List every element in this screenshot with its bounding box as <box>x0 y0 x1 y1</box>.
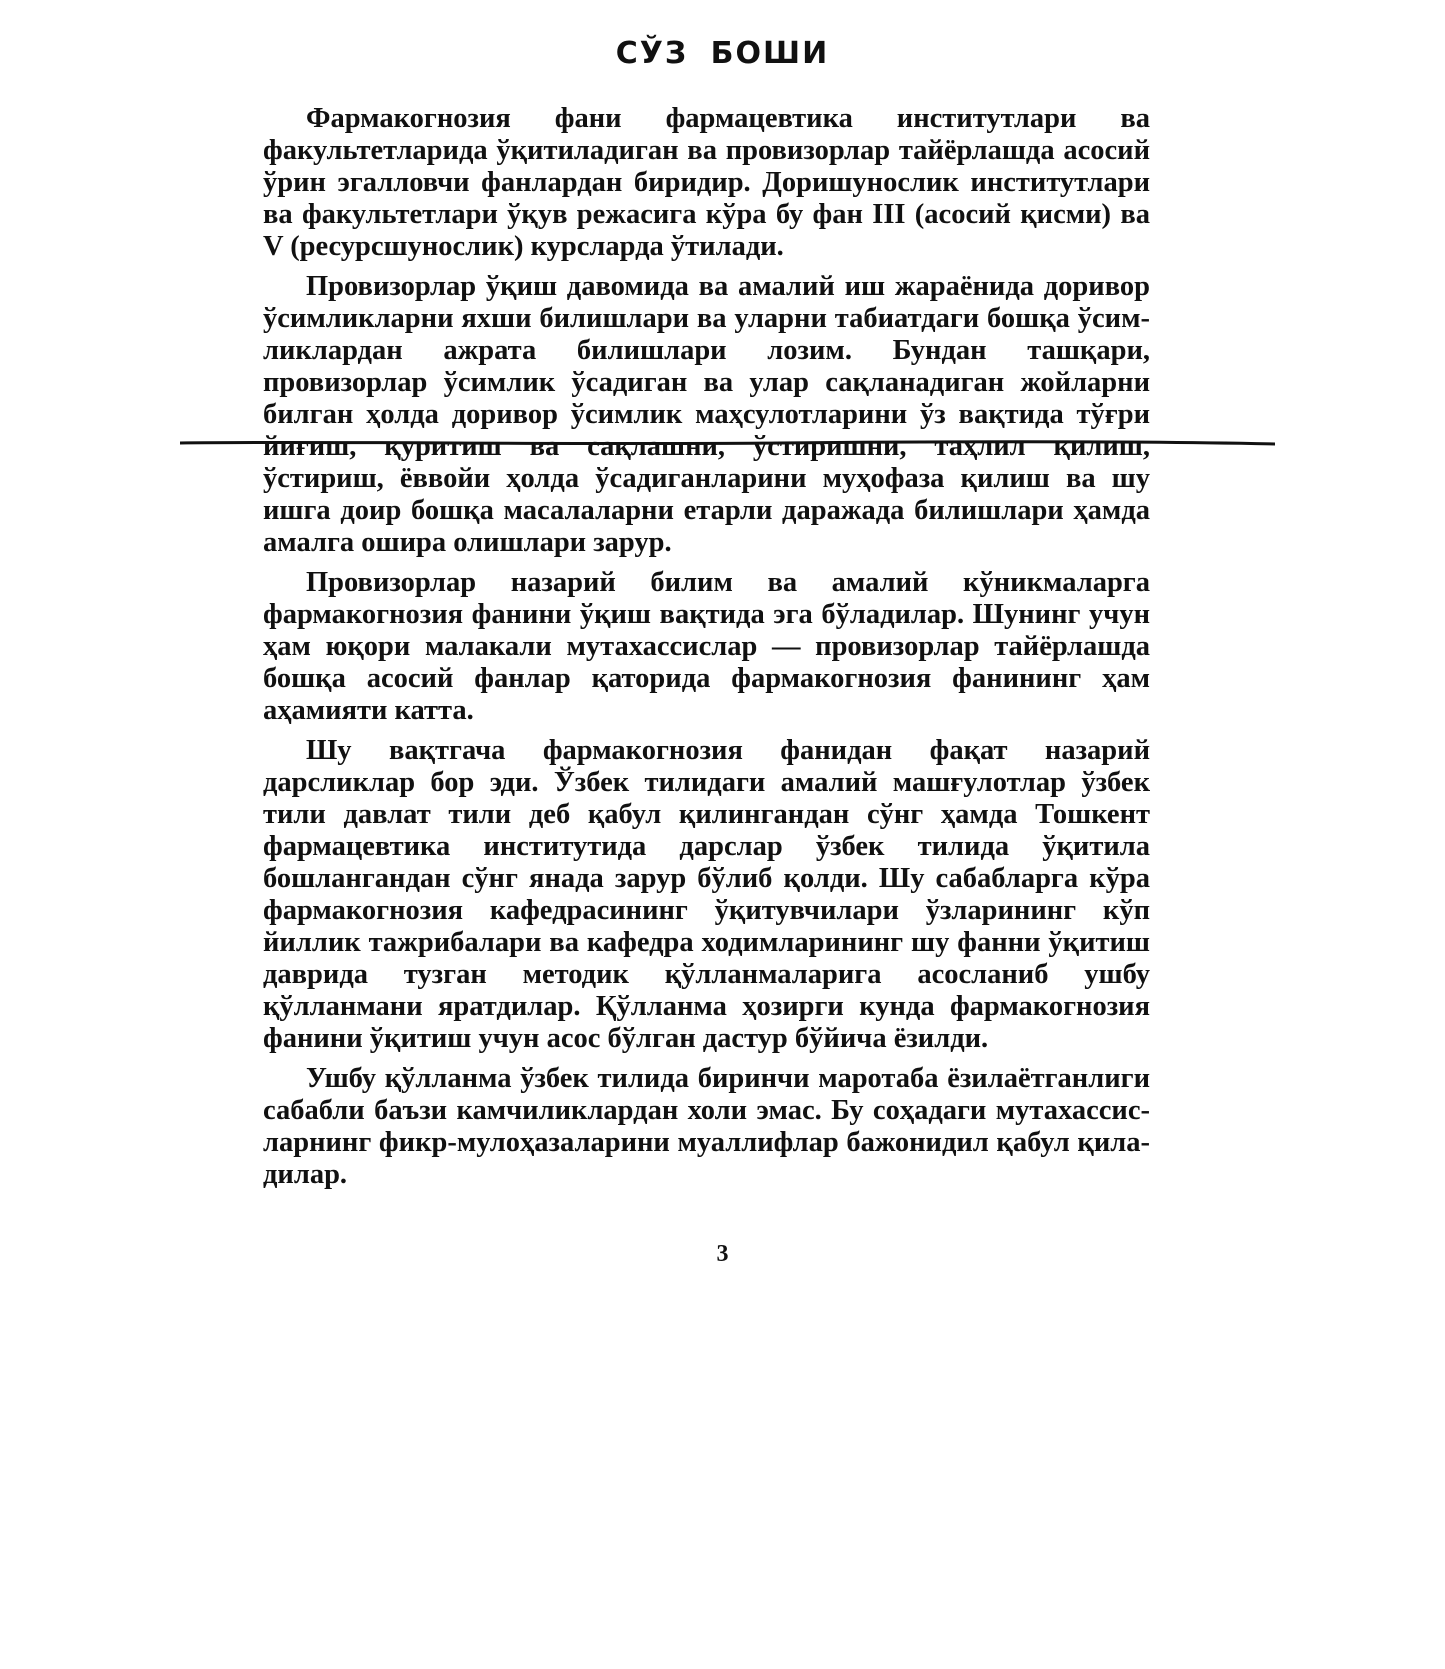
paragraph-4: Шу вақтгача фармакогнозия фанидан фақат назарий дарсликлар бор эди. Ўзбек тилидаги амалий машғулотлар ўзбек тили давлат тили деб қабул қилингандан сўнг ҳамда Тошкент фармацевтика институтида дарслар ўзбек тилида ўқитила бошлангандан сўнг янада зарур бўлиб қолди. Шу сабабларга кўра фармакогнозия кафедрасининг ўқитувчилари ўзларининг кўп йиллик тажрибалари ва кафедра ходимларининг шу фанни ўқитиш даврида тузган методик қўлланмаларига асосланиб ушбу қўлланмани яратдилар. Қўлланма ҳозирги кунда фармакогнозия фанини ўқитиш учун асос бўлган дастур бўйича ёзилди. <box>263 735 1150 1054</box>
paragraph-2: Провизорлар ўқиш давомида ва амалий иш жараёнида доривор ўсимликларни яхши билишлари ва уларни табиатдаги бошқа ўсимликлардан ажрата билишлари лозим. Бундан ташқари, провизорлар ўсимлик ўсадиган ва улар сақланадиган жойларни билган ҳолда доривор ўсимлик маҳсулотларини ўз вақтида тўғри йиғиш, қуритиш ва сақлашни, ўстиришни, таҳлил қилиш, ўстириш, ёввойи ҳолда ўсадиганларини муҳофаза қилиш ва шу ишга доир бошқа масалаларни етарли даражада билишлари ҳамда амалга ошира олишлари зарур. <box>263 271 1150 558</box>
document-body <box>263 103 1150 1199</box>
paragraph-1: Фармакогнозия фани фармацевтика институтлари ва факультетларида ўқитиладиган ва провизорлар тайёрлашда асосий ўрин эгалловчи фанлардан биридир. Доришунослик институтлари ва факультетлари ўқув режасига кўра бу фан III (асосий қисми) ва V (ресурсшунослик) курсларда ўтилади. <box>263 103 1150 262</box>
paragraph-3: Провизорлар назарий билим ва амалий кўникмаларга фармакогнозия фанини ўқиш вақтида эга бўладилар. Шунинг учун ҳам юқори малакали мутахассислар — провизорлар тайёрлашда бошқа асосий фанлар қаторида фармакогнозия фанининг ҳам аҳамияти катта. <box>263 567 1150 726</box>
page-title: СЎЗ БОШИ <box>615 36 830 71</box>
paragraph-5: Ушбу қўлланма ўзбек тилида биринчи маротаба ёзилаётганлиги сабабли баъзи камчиликлардан холи эмас. Бу соҳадаги мутахассисларнинг фикр-мулоҳазаларини муаллифлар бажонидил қабул қиладилар. <box>263 1063 1150 1190</box>
scan-streak <box>180 440 1275 446</box>
page-number: 3 <box>716 1241 729 1267</box>
